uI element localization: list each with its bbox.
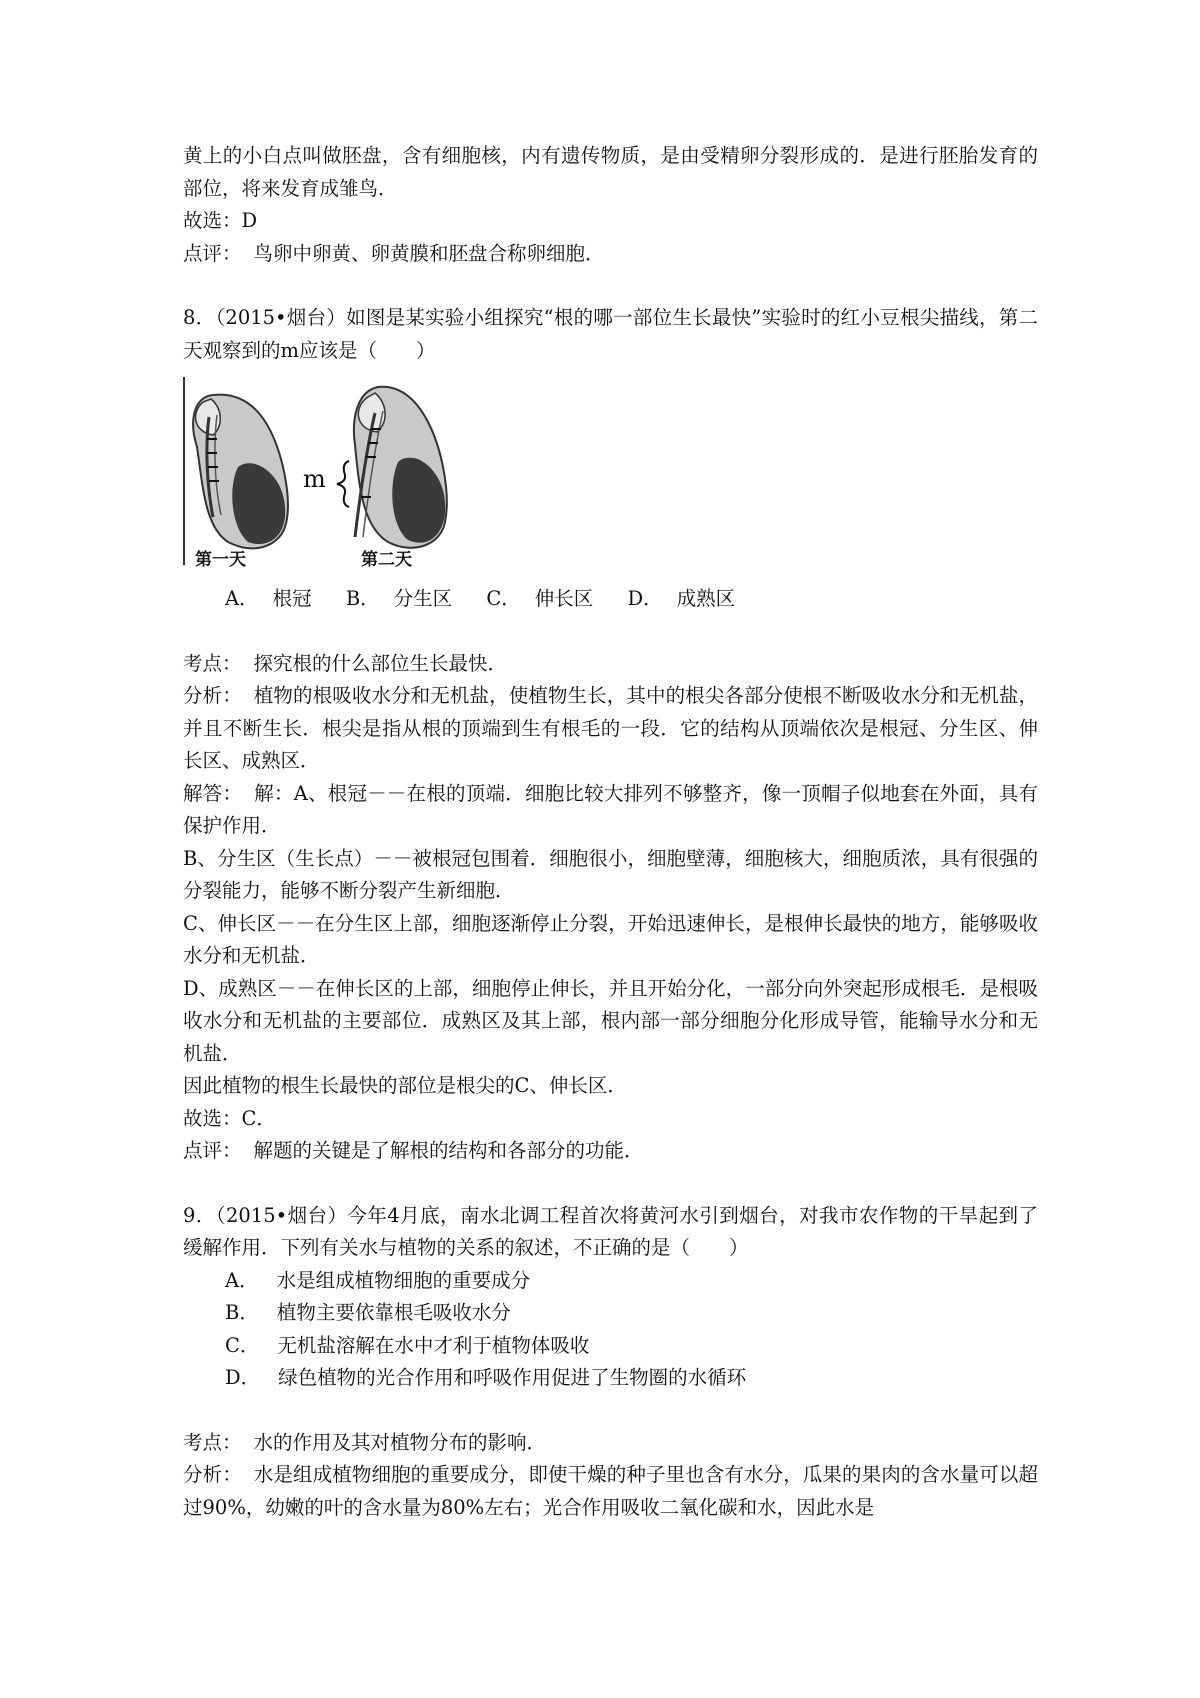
q8-root-tip-figure bbox=[183, 377, 463, 577]
q8-solution-a: 解答： 解：A、根冠－－在根的顶端．细胞比较大排列不够整齐，像一顶帽子似地套在外面，具有保护作用． bbox=[183, 781, 1038, 837]
day1-seed-drawing bbox=[193, 395, 288, 549]
day1-caption: 第一天 bbox=[195, 550, 246, 570]
q7-answer: 故选：D bbox=[183, 209, 258, 232]
q7-explanation-tail: 黄上的小白点叫做胚盘，含有细胞核，内有遗传物质，是由受精卵分裂形成的．是进行胚胎发育的部位，将来发育成雏鸟． bbox=[183, 144, 1038, 200]
q9-analysis: 分析： 水是组成植物细胞的重要成分，即使干燥的种子里也含有水分，瓜果的果肉的含水量可以超过90%，幼嫩的叶的含水量为80%左右；光合作用吸收二氧化碳和水，因此水是 bbox=[183, 1463, 1038, 1519]
q8-point: 考点： 探究根的什么部位生长最快． bbox=[183, 651, 508, 675]
q9-option-a: A． 水是组成植物细胞的重要成分 bbox=[225, 1268, 531, 1292]
q8-options bbox=[183, 583, 1038, 616]
q8-option-c: C． 伸长区 bbox=[486, 587, 594, 610]
q8-solution-c: C、伸长区－－在分生区上部，细胞逐渐停止分裂，开始迅速伸长，是根伸长最快的地方，能够吸收水分和无机盐． bbox=[183, 911, 1038, 967]
document-page bbox=[183, 140, 1038, 1524]
q9-option-d: D． 绿色植物的光合作用和呼吸作用促进了生物圈的水循环 bbox=[225, 1366, 747, 1389]
q8-solution-d: D、成熟区－－在伸长区的上部，细胞停止伸长，并且开始分化，一部分向外突起形成根毛．是根吸收水分和无机盐的主要部位．成熟区及其上部，根内部一部分细胞分化形成导管，能输导水分和无机盐． bbox=[183, 976, 1038, 1065]
day2-caption: 第二天 bbox=[361, 550, 412, 570]
q7-comment-label: 点评： bbox=[183, 241, 242, 265]
q8-option-a: A． 根冠 bbox=[225, 587, 312, 610]
q8-analysis: 分析： 植物的根吸收水分和无机盐，使植物生长，其中的根尖各部分使根不断吸收水分和无机盐，并且不断生长．根尖是指从根的顶端到生有根毛的一段．它的结构从顶端依次是根冠、分生区、伸长区、成熟区． bbox=[183, 684, 1038, 772]
q8-solution-b: B、分生区（生长点）－－被根冠包围着．细胞很小，细胞壁薄，细胞核大，细胞质浓，具有很强的分裂能力，能够不断分裂产生新细胞． bbox=[183, 846, 1038, 902]
day2-seed-drawing bbox=[354, 387, 447, 548]
q9-point: 考点： 水的作用及其对植物分布的影响． bbox=[183, 1430, 547, 1454]
q9-stem: 9．（2015•烟台）今年4月底，南水北调工程首次将黄河水引到烟台，对我市农作物的干旱起到了缓解作用．下列有关水与植物的关系的叙述，不正确的是（ ） bbox=[183, 1203, 1038, 1259]
m-label: m bbox=[303, 465, 326, 493]
q8-comment: 点评： 解题的关键是了解根的结构和各部分的功能． bbox=[183, 1139, 644, 1162]
q9-option-b: B． 植物主要依靠根毛吸收水分 bbox=[225, 1301, 511, 1324]
q9-option-c: C． 无机盐溶解在水中才利于植物体吸收 bbox=[225, 1333, 590, 1357]
q7-comment bbox=[183, 238, 1038, 271]
q7-comment-text: 鸟卵中卵黄、卵黄膜和胚盘合称卵细胞． bbox=[253, 241, 605, 265]
q8-conclusion: 因此植物的根生长最快的部位是根尖的C、伸长区． bbox=[183, 1074, 627, 1097]
q8-answer: 故选：C． bbox=[183, 1106, 276, 1130]
q8-stem: 8．（2015•烟台）如图是某实验小组探究“根的哪一部位生长最快”实验时的红小豆根尖描线，第二天观察到的m应该是（ ） bbox=[183, 306, 1038, 362]
q8-option-b: B． 分生区 bbox=[345, 587, 453, 610]
q8-option-d: D． 成熟区 bbox=[627, 587, 736, 610]
